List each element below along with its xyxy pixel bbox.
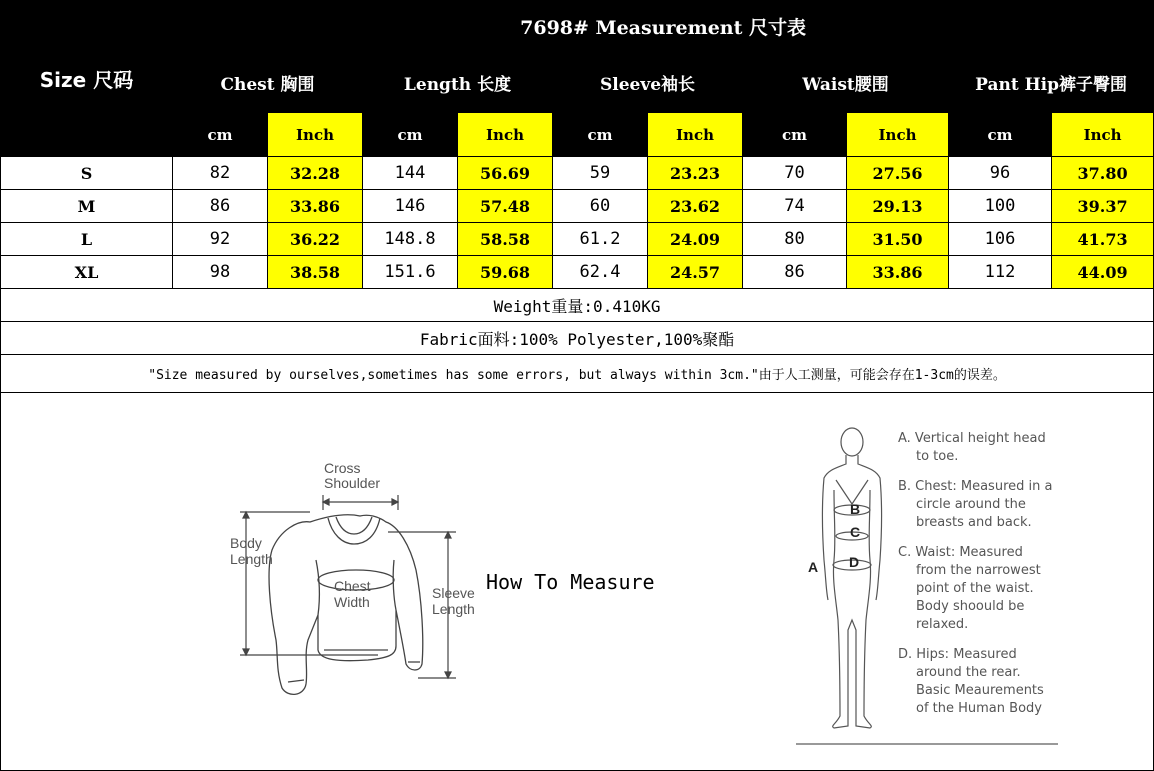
marker-d: D — [849, 554, 860, 570]
inch-cell: 41.73 — [1052, 223, 1154, 256]
measurement-note: "Size measured by ourselves,sometimes has some errors, but always within 3cm."由于人工测量，可能会存在1-3cm的误差。 — [1, 355, 1154, 393]
cross-shoulder-label: Cross — [324, 460, 361, 476]
cm-cell: 70 — [743, 157, 847, 190]
legend-text: A. Vertical height head — [898, 431, 1046, 446]
inch-cell: 57.48 — [458, 190, 553, 223]
inch-cell: 32.28 — [268, 157, 363, 190]
body-length-label: Length — [230, 551, 273, 567]
legend-text: from the narrowest — [916, 563, 1041, 578]
shirt-diagram — [228, 450, 488, 700]
cm-cell: 146 — [363, 190, 458, 223]
base-line — [796, 740, 1060, 748]
chest-width-label: Width — [334, 594, 370, 610]
inch-cell: 44.09 — [1052, 256, 1154, 289]
cm-cell: 96 — [949, 157, 1052, 190]
marker-a: A — [808, 559, 819, 575]
inch-cell: 38.58 — [268, 256, 363, 289]
table-title: 7698# Measurement 尺寸表 — [173, 1, 1154, 53]
table-row — [1, 223, 1154, 256]
cm-cell: 106 — [949, 223, 1052, 256]
cm-cell: 144 — [363, 157, 458, 190]
size-header: Size 尺码 — [1, 1, 173, 157]
inch-cell: 24.09 — [648, 223, 743, 256]
unit-inch: Inch — [268, 113, 363, 157]
group-pant-hip: Pant Hip裤子臀围 — [949, 53, 1154, 113]
cm-cell: 80 — [743, 223, 847, 256]
legend-item-d — [898, 646, 1068, 718]
unit-inch: Inch — [847, 113, 949, 157]
inch-cell: 39.37 — [1052, 190, 1154, 223]
cm-cell: 112 — [949, 256, 1052, 289]
legend-text: B. Chest: Measured in a — [898, 479, 1053, 494]
unit-cm: cm — [173, 113, 268, 157]
inch-cell: 58.58 — [458, 223, 553, 256]
legend-item-a — [898, 430, 1068, 466]
cm-cell: 61.2 — [553, 223, 648, 256]
size-label: L — [1, 223, 173, 256]
legend-text: Body shoould be — [916, 599, 1025, 614]
table-row — [1, 157, 1154, 190]
inch-cell: 23.23 — [648, 157, 743, 190]
cm-cell: 100 — [949, 190, 1052, 223]
unit-cm: cm — [363, 113, 458, 157]
legend-text: Basic Meaurements — [916, 683, 1044, 698]
cm-cell: 60 — [553, 190, 648, 223]
sleeve-length-label: Sleeve — [432, 585, 475, 601]
marker-b: B — [850, 501, 861, 517]
cm-cell: 98 — [173, 256, 268, 289]
cm-cell: 59 — [553, 157, 648, 190]
legend-item-b — [898, 478, 1068, 532]
group-length: Length 长度 — [363, 53, 553, 113]
how-to-measure-label: How To Measure — [486, 570, 655, 594]
inch-cell: 27.56 — [847, 157, 949, 190]
inch-cell: 36.22 — [268, 223, 363, 256]
sleeve-length-label: Length — [432, 601, 475, 617]
legend-text: around the rear. — [916, 665, 1021, 680]
legend-text: circle around the — [916, 497, 1026, 512]
cm-cell: 62.4 — [553, 256, 648, 289]
inch-cell: 37.80 — [1052, 157, 1154, 190]
inch-cell: 59.68 — [458, 256, 553, 289]
cm-cell: 86 — [743, 256, 847, 289]
unit-inch: Inch — [1052, 113, 1154, 157]
cm-cell: 74 — [743, 190, 847, 223]
legend-text: breasts and back. — [916, 515, 1032, 530]
chest-width-label: Chest — [334, 578, 371, 594]
size-label: S — [1, 157, 173, 190]
group-chest: Chest 胸围 — [173, 53, 363, 113]
inch-cell: 33.86 — [847, 256, 949, 289]
unit-cm: cm — [949, 113, 1052, 157]
cm-cell: 151.6 — [363, 256, 458, 289]
cm-cell: 86 — [173, 190, 268, 223]
legend-text: relaxed. — [916, 617, 969, 632]
legend-text: of the Human Body — [916, 701, 1042, 716]
legend-text: to toe. — [916, 449, 959, 464]
weight-info: Weight重量:0.410KG — [1, 289, 1154, 322]
unit-cm: cm — [553, 113, 648, 157]
unit-inch: Inch — [458, 113, 553, 157]
group-waist: Waist腰围 — [743, 53, 949, 113]
inch-cell: 56.69 — [458, 157, 553, 190]
size-label: XL — [1, 256, 173, 289]
legend-text: C. Waist: Measured — [898, 545, 1023, 560]
inch-cell: 33.86 — [268, 190, 363, 223]
cm-cell: 148.8 — [363, 223, 458, 256]
cross-shoulder-label: Shoulder — [324, 475, 381, 491]
size-label: M — [1, 190, 173, 223]
body-diagram — [800, 420, 900, 750]
marker-c: C — [850, 524, 861, 540]
inch-cell: 23.62 — [648, 190, 743, 223]
legend-item-c — [898, 544, 1068, 634]
legend-text: D. Hips: Measured — [898, 647, 1017, 662]
inch-cell: 29.13 — [847, 190, 949, 223]
table-row — [1, 190, 1154, 223]
measurement-legend — [898, 430, 1068, 730]
unit-cm: cm — [743, 113, 847, 157]
legend-text: point of the waist. — [916, 581, 1034, 596]
inch-cell: 24.57 — [648, 256, 743, 289]
group-sleeve: Sleeve袖长 — [553, 53, 743, 113]
body-length-label: Body — [230, 535, 262, 551]
fabric-info: Fabric面料:100% Polyester,100%聚酯 — [1, 322, 1154, 355]
unit-inch: Inch — [648, 113, 743, 157]
table-row — [1, 256, 1154, 289]
cm-cell: 92 — [173, 223, 268, 256]
inch-cell: 31.50 — [847, 223, 949, 256]
cm-cell: 82 — [173, 157, 268, 190]
